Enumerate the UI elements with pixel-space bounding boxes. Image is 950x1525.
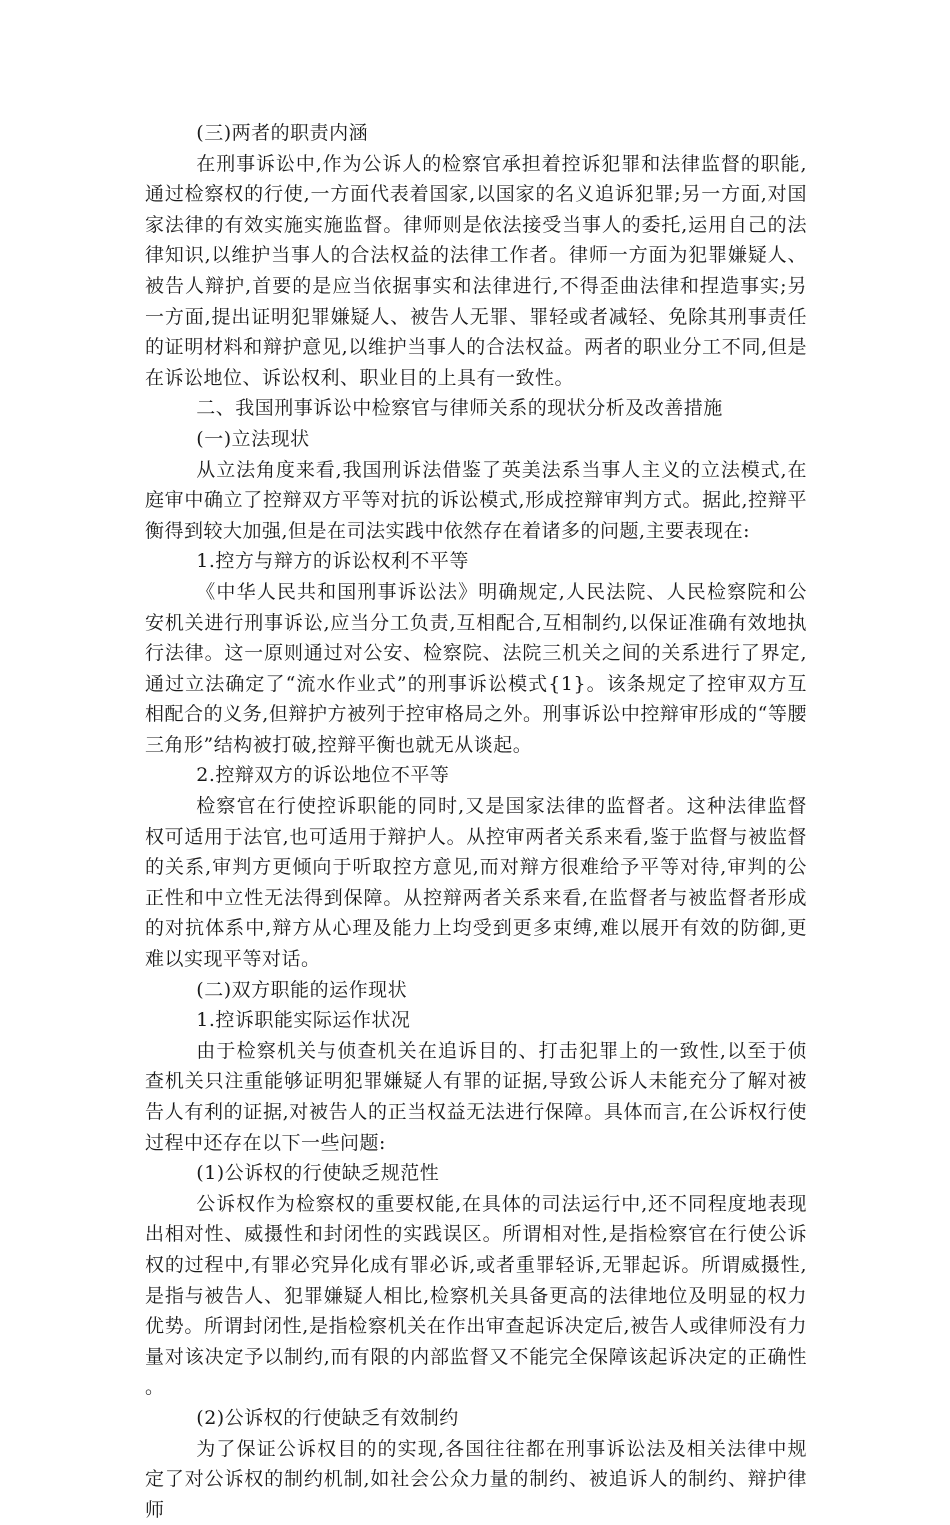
item-heading: (1)公诉权的行使缺乏规范性 xyxy=(196,1162,440,1185)
item-heading: 1.控诉职能实际运作状况 xyxy=(196,1009,411,1032)
body-paragraph: 由于检察机关与侦查机关在追诉目的、打击犯罪上的一致性,以至于侦查机关只注重能够证明犯罪嫌疑人有罪的证据,导致公诉人未能充分了解对被告人有利的证据,对被告人的正当权益无法进行保障。具体而言,在公诉权行使过程中还存在以下一些问题: xyxy=(145,1039,807,1154)
subheading-operation: (二)双方职能的运作现状 xyxy=(196,978,408,1001)
body-paragraph: 从立法角度来看,我国刑诉法借鉴了英美法系当事人主义的立法模式,在庭审中确立了控辩双方平等对抗的诉讼模式,形成控辩审判方式。据此,控辩平衡得到较大加强,但是在司法实践中依然存在着诸多的问题,主要表现在: xyxy=(145,458,807,542)
body-paragraph: 检察官在行使控诉职能的同时,又是国家法律的监督者。这种法律监督权可适用于法官,也可适用于辩护人。从控审两者关系来看,鉴于监督与被监督的关系,审判方更倾向于听取控方意见,而对辩方很难给予平等对待,审判的公正性和中立性无法得到保障。从控辩两者关系来看,在监督者与被监督者形成的对抗体系中,辩方从心理及能力上均受到更多束缚,难以展开有效的防御,更难以实现平等对话。 xyxy=(145,795,807,971)
subheading-legislation: (一)立法现状 xyxy=(196,427,310,450)
item-heading: 1.控方与辩方的诉讼权利不平等 xyxy=(196,550,469,573)
body-paragraph: 为了保证公诉权目的的实现,各国往往都在刑事诉讼法及相关法律中规定了对公诉权的制约机制,如社会公众力量的制约、被追诉人的制约、辩护律师 xyxy=(145,1437,807,1521)
section-heading: 二、我国刑事诉讼中检察官与律师关系的现状分析及改善措施 xyxy=(196,397,723,420)
subheading-duties: (三)两者的职责内涵 xyxy=(196,122,369,144)
body-paragraph: 在刑事诉讼中,作为公诉人的检察官承担着控诉犯罪和法律监督的职能,通过检察权的行使,一方面代表着国家,以国家的名义追诉犯罪;另一方面,对国家法律的有效实施实施监督。律师则是依法接受当事人的委托,运用自己的法律知识,以维护当事人的合法权益的法律工作者。律师一方面为犯罪嫌疑人、被告人辩护,首要的是应当依据事实和法律进行,不得歪曲法律和捏造事实;另一方面,提出证明犯罪嫌疑人、被告人无罪、罪轻或者减轻、免除其刑事责任的证明材料和辩护意见,以维护当事人的合法权益。两者的职业分工不同,但是在诉讼地位、诉讼权利、职业目的上具有一致性。 xyxy=(145,152,807,389)
body-paragraph: 公诉权作为检察权的重要权能,在具体的司法运行中,还不同程度地表现出相对性、威摄性和封闭性的实践误区。所谓相对性,是指检察官在行使公诉权的过程中,有罪必究异化成有罪必诉,或者重罪轻诉,无罪起诉。所谓威摄性,是指与被告人、犯罪嫌疑人相比,检察机关具备更高的法律地位及明显的权力优势。所谓封闭性,是指检察机关在作出审查起诉决定后,被告人或律师没有力量对该决定予以制约,而有限的内部监督又不能完全保障该起诉决定的正确性。 xyxy=(145,1192,807,1399)
item-heading: (2)公诉权的行使缺乏有效制约 xyxy=(196,1406,459,1429)
body-paragraph: 《中华人民共和国刑事诉讼法》明确规定,人民法院、人民检察院和公安机关进行刑事诉讼,应当分工负责,互相配合,互相制约,以保证准确有效地执行法律。这一原则通过对公安、检察院、法院三机关之间的关系进行了界定,通过立法确定了“流水作业式”的刑事诉讼模式{1}。该条规定了控审双方互相配合的义务,但辩护方被列于控审格局之外。刑事诉讼中控辩审形成的“等腰三角形”结构被打破,控辩平衡也就无从谈起。 xyxy=(145,580,807,756)
item-heading: 2.控辩双方的诉讼地位不平等 xyxy=(196,764,450,787)
document-body xyxy=(145,118,807,1525)
